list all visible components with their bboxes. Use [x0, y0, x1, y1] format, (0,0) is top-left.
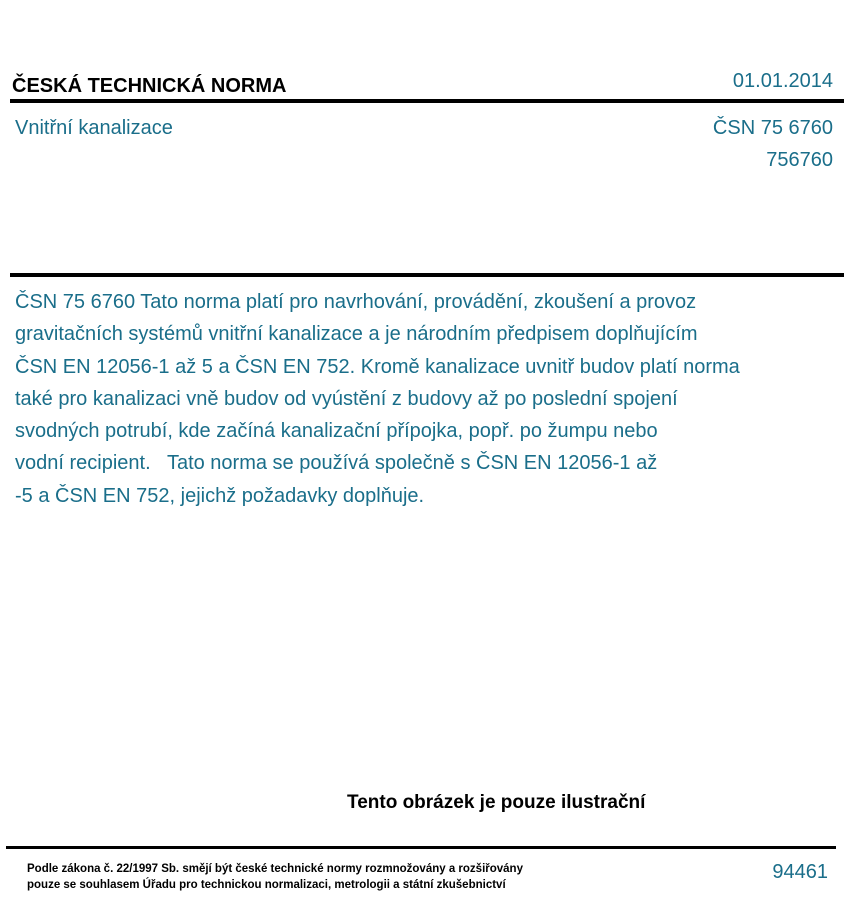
abstract-line: ČSN 75 6760 Tato norma platí pro navrhování, provádění, zkoušení a provoz [15, 291, 697, 313]
abstract-line: vodní recipient. Tato norma se používá společně s ČSN EN 12056-1 až [15, 452, 658, 475]
abstract-line: -5 a ČSN EN 752, jejichž požadavky doplňuje. [15, 484, 425, 507]
header-divider [10, 99, 844, 103]
standard-classification: 756760 [766, 149, 833, 171]
standard-number: ČSN 75 6760 [712, 117, 833, 139]
abstract-line: ČSN EN 12056-1 až 5 a ČSN EN 752. Kromě kanalizace uvnitř budov platí norma [15, 355, 740, 378]
standard-subject: Vnitřní kanalizace [15, 117, 173, 139]
abstract-line: také pro kanalizaci vně budov od vyústění z budovy až po poslední spojení [15, 387, 678, 410]
illustration-disclaimer: Tento obrázek je pouze ilustrační [347, 792, 646, 813]
abstract-text [15, 286, 815, 512]
publication-date: 01.01.2014 [732, 70, 833, 92]
catalog-number: 94461 [772, 861, 828, 883]
legal-notice [27, 862, 587, 893]
abstract-line: gravitačních systémů vnitřní kanalizace a je národním předpisem doplňujícím [15, 323, 698, 346]
section-divider [10, 273, 844, 277]
legal-notice-line: Podle zákona č. 22/1997 Sb. smějí být české technické normy rozmnožovány a rozšiřovány [27, 863, 523, 875]
legal-notice-line: pouze se souhlasem Úřadu pro technickou normalizaci, metrologii a státní zkušebnictví [27, 878, 506, 891]
abstract-line: svodných potrubí, kde začíná kanalizační přípojka, popř. po žumpu nebo [15, 420, 658, 443]
document-title: ČESKÁ TECHNICKÁ NORMA [12, 75, 287, 97]
footer-divider [6, 846, 836, 849]
